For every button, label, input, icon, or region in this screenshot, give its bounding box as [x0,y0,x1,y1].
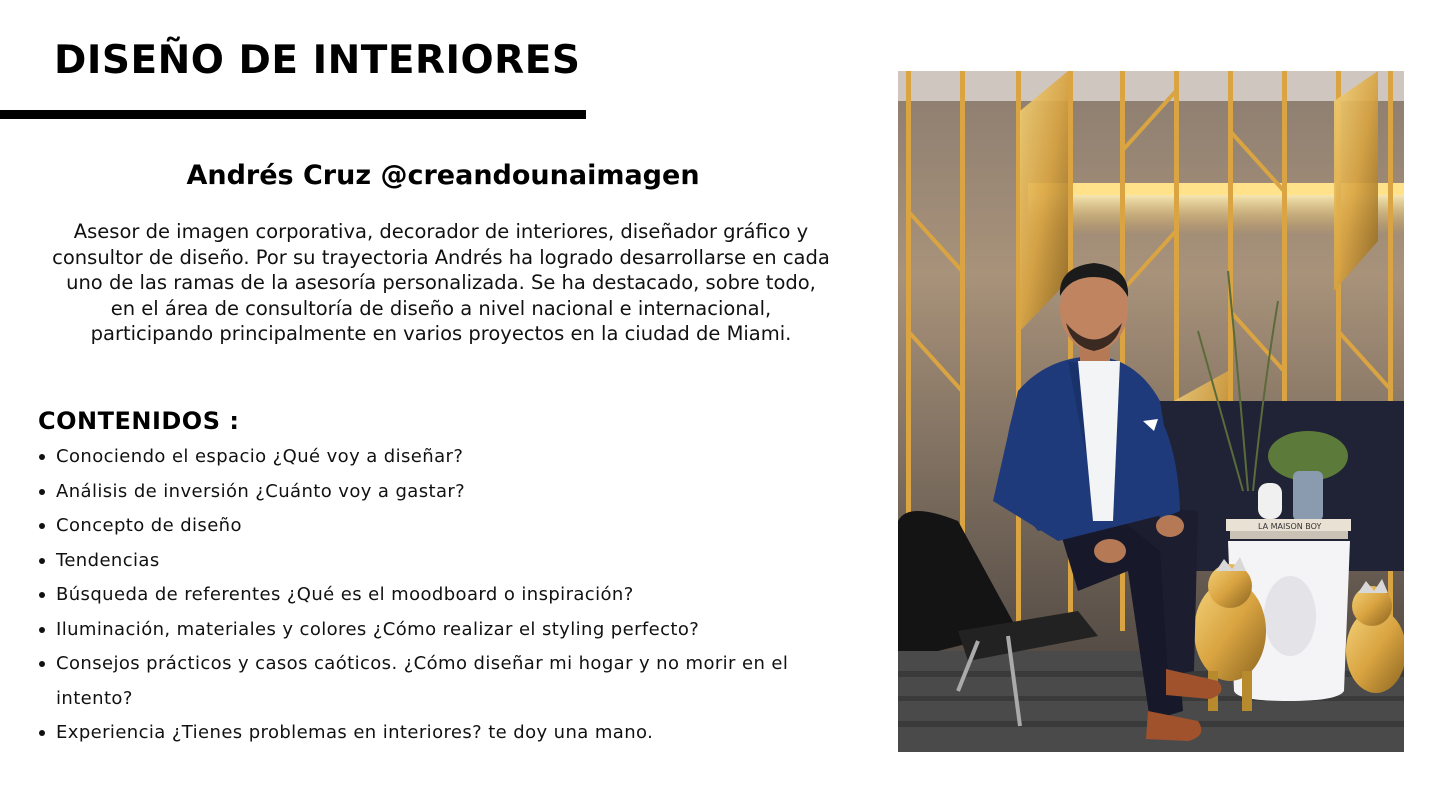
list-item: Consejos prácticos y casos caóticos. ¿Cómo diseñar mi hogar y no morir en el intento? [38,647,838,716]
portrait-photo [898,71,1404,752]
list-item: Tendencias [38,544,838,579]
list-item: Concepto de diseño [38,509,838,544]
contents-heading: CONTENIDOS : [38,407,240,435]
contents-list [38,440,838,751]
list-item: Análisis de inversión ¿Cuánto voy a gastar? [38,475,838,510]
portrait-illustration [898,71,1404,752]
list-item: Experiencia ¿Tienes problemas en interiores? te doy una mano. [38,716,838,751]
list-item: Búsqueda de referentes ¿Qué es el moodboard o inspiración? [38,578,838,613]
book-label: LA MAISON BOY [1258,522,1322,531]
author-name: Andrés Cruz @creandounaimagen [186,160,700,191]
page-title: DISEÑO DE INTERIORES [54,38,581,83]
list-item: Conociendo el espacio ¿Qué voy a diseñar? [38,440,838,475]
author-bio: Asesor de imagen corporativa, decorador de interiores, diseñador gráfico y consultor de diseño. Por su trayectoria Andrés ha logrado desarrollarse en cada uno de las ramas de la asesoría personalizada. Se ha destacado, sobre todo, en el área de consultoría de diseño a nivel nacional e internacional, participando principalmente en varios proyectos en la ciudad de Miami. [52,220,830,345]
list-item: Iluminación, materiales y colores ¿Cómo realizar el styling perfecto? [38,613,838,648]
title-underline [0,110,586,119]
